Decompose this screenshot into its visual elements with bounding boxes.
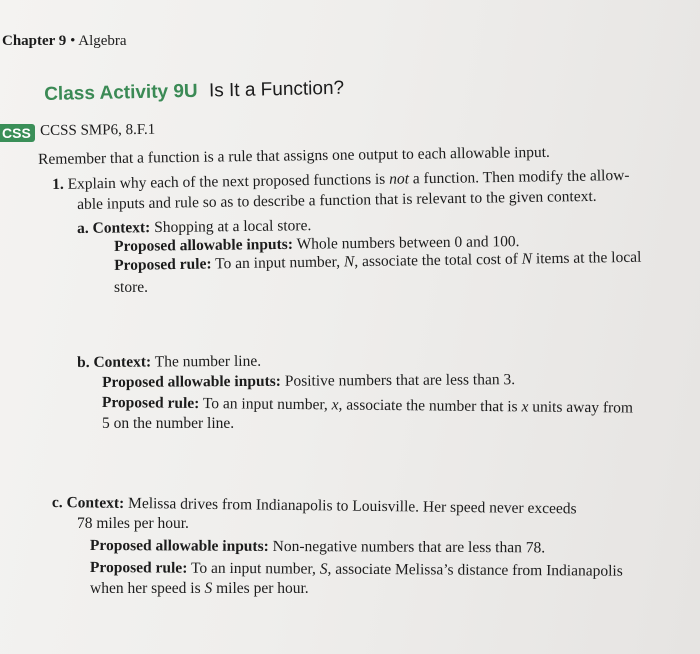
- intro-text: Remember that a function is a rule that assigns one output to each allowable input.: [38, 143, 550, 168]
- part-a-context-text: Shopping at a local store.: [154, 217, 312, 237]
- part-c-rule-pre: To an input number,: [190, 559, 316, 578]
- part-b-letter: b.: [77, 353, 90, 371]
- part-b-rule-var: x: [331, 396, 339, 414]
- part-c-rule-label: Proposed rule:: [89, 559, 188, 577]
- subject-label: Algebra: [78, 33, 127, 49]
- problem-number: 1.: [52, 175, 64, 193]
- part-b-rule-end: units away from: [532, 398, 634, 417]
- part-b-rule-label: Proposed rule:: [101, 394, 200, 413]
- part-a-rule-var2: N: [521, 250, 533, 268]
- activity-question: Is It a Function?: [208, 77, 345, 102]
- part-b-context-label: Context:: [93, 353, 152, 371]
- part-a-rule-line2: store.: [114, 279, 149, 296]
- activity-title: [44, 78, 344, 106]
- part-a-rule-pre: To an input number,: [215, 253, 341, 273]
- part-c-inputs-label: Proposed allowable inputs:: [89, 537, 269, 555]
- part-c-inputs: [90, 537, 545, 557]
- part-c-rule-var: S: [319, 560, 328, 578]
- part-c-rule-line2: [90, 580, 309, 598]
- part-b-rule-pre: To an input number,: [202, 395, 328, 414]
- part-c-rule-mid: , associate Melissa’s distance from Indianapolis: [327, 560, 623, 580]
- problem-text-1-end: a function. Then modify the allow-: [412, 166, 630, 188]
- problem-not-word: not: [389, 170, 410, 188]
- part-c-rule-line2-pre: when her speed is: [90, 580, 201, 597]
- part-a-context: [77, 217, 311, 238]
- part-b-rule-var2: x: [521, 398, 529, 416]
- header-separator: •: [70, 33, 76, 49]
- part-c-rule-var2: S: [204, 580, 213, 597]
- css-badge: CSS: [0, 124, 35, 142]
- part-c-inputs-text: Non-negative numbers that are less than 78.: [272, 537, 546, 557]
- part-b-inputs-label: Proposed allowable inputs:: [102, 372, 281, 391]
- part-c-context-label: Context:: [66, 494, 125, 512]
- problem-line-2: able inputs and rule so as to describe a function that is relevant to the given context.: [77, 187, 597, 213]
- part-a-inputs-label: Proposed allowable inputs:: [114, 235, 294, 255]
- part-b-rule-line2: 5 on the number line.: [102, 415, 235, 432]
- part-a-context-label: Context:: [92, 219, 151, 237]
- part-b-rule-mid: , associate the number that is: [338, 396, 518, 416]
- part-c-letter: c.: [51, 494, 63, 512]
- part-b-inputs-text: Positive numbers that are less than 3.: [284, 371, 516, 390]
- part-a-rule-mid: , associate the total cost of: [354, 250, 518, 271]
- part-c-context-line2: 78 miles per hour.: [77, 515, 189, 532]
- part-c-rule: [90, 559, 623, 581]
- part-b-context: [77, 353, 261, 372]
- problem-text-1: Explain why each of the next proposed functions is: [67, 170, 386, 193]
- part-a-rule-end: items at the local: [535, 248, 642, 268]
- chapter-label: Chapter 9: [2, 33, 67, 49]
- part-a-letter: a.: [77, 219, 89, 237]
- chapter-header: [2, 33, 127, 50]
- standards-text: CCSS SMP6, 8.F.1: [40, 121, 156, 139]
- part-c-context-text: Melissa drives from Indianapolis to Louisville. Her speed never exceeds: [127, 494, 577, 518]
- part-c-rule-line2-end: miles per hour.: [216, 580, 309, 597]
- part-a-rule-label: Proposed rule:: [114, 255, 212, 274]
- activity-label: Class Activity 9U: [44, 80, 198, 105]
- part-b-inputs: [102, 371, 515, 392]
- part-a-rule-var: N: [343, 253, 355, 271]
- part-a-inputs-text: Whole numbers between 0 and 100.: [296, 233, 520, 253]
- part-b-context-text: The number line.: [154, 352, 262, 371]
